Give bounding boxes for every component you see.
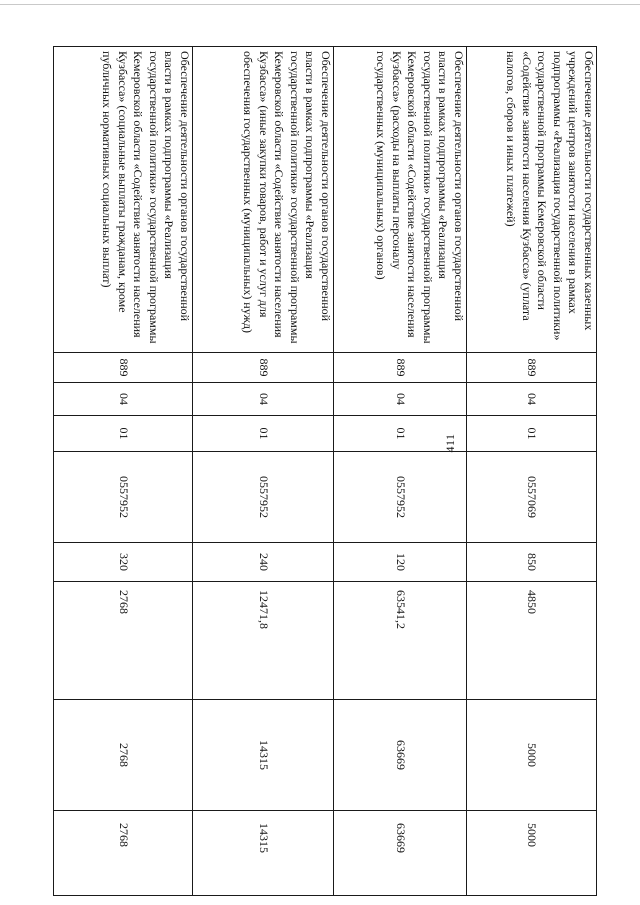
rz-cell: 04 (334, 383, 467, 416)
table-row (193, 47, 334, 896)
rz-cell: 04 (193, 383, 334, 416)
ved-cell: 889 (193, 353, 334, 383)
sum-2019-cell: 4850 (467, 582, 597, 700)
rz-cell: 04 (54, 383, 193, 416)
csr-cell: 0557952 (54, 452, 193, 543)
sum-2020-cell: 14315 (193, 700, 334, 811)
row-name-cell: Обеспечение деятельности органов государственной власти в рамках подпрограммы «Реализация государственной политики» государственной программы Кемеровской области «Содействие занятости населения Кузбасса» (расходы на выплаты персоналу государственных (муниципальных) органов) (334, 47, 467, 353)
sum-2021-cell: 63669 (334, 811, 467, 896)
sum-2020-cell: 63669 (334, 700, 467, 811)
sum-2020-cell: 2768 (54, 700, 193, 811)
table-row (54, 47, 193, 896)
scan-top-edge (0, 4, 640, 5)
vr-cell: 120 (334, 543, 467, 582)
sum-2019-cell: 12471,8 (193, 582, 334, 700)
csr-cell: 0557952 (193, 452, 334, 543)
sum-2019-cell: 63541,2 (334, 582, 467, 700)
budget-table (53, 46, 597, 896)
table-row (467, 47, 597, 896)
pr-cell: 01 (54, 416, 193, 452)
sum-2021-cell: 2768 (54, 811, 193, 896)
row-name-cell: Обеспечение деятельности органов государственной власти в рамках подпрограммы «Реализация государственной политики» государственной программы Кемеровской области «Содействие занятости населения Кузбасса» (иные закупки товаров, работ и услуг для обеспечения государственных (муниципальных) нужд) (193, 47, 334, 353)
sum-2020-cell: 5000 (467, 700, 597, 811)
ved-cell: 889 (467, 353, 597, 383)
sum-2019-cell: 2768 (54, 582, 193, 700)
sum-2021-cell: 5000 (467, 811, 597, 896)
row-name-cell: Обеспечение деятельности государственных казенных учреждений центров занятости населения в рамках подпрограммы «Реализация государственной политики» государственной программы Кемеровской области «Содействие занятости населения Кузбасса» (уплата налогов, сборов и иных платежей) (467, 47, 597, 353)
csr-cell: 0557069 (467, 452, 597, 543)
page-number: 411 (443, 433, 457, 453)
ved-cell: 889 (334, 353, 467, 383)
sum-2021-cell: 14315 (193, 811, 334, 896)
pr-cell: 01 (334, 416, 467, 452)
rz-cell: 04 (467, 383, 597, 416)
vr-cell: 850 (467, 543, 597, 582)
vr-cell: 320 (54, 543, 193, 582)
table-row (334, 47, 467, 896)
ved-cell: 889 (54, 353, 193, 383)
pr-cell: 01 (193, 416, 334, 452)
pr-cell: 01 (467, 416, 597, 452)
csr-cell: 0557952 (334, 452, 467, 543)
vr-cell: 240 (193, 543, 334, 582)
row-name-cell: Обеспечение деятельности органов государственной власти в рамках подпрограммы «Реализация государственной политики» государственной программы Кемеровской области «Содействие занятости населения Кузбасса» (социальные выплаты гражданам, кроме публичных нормативных социальных выплат) (54, 47, 193, 353)
